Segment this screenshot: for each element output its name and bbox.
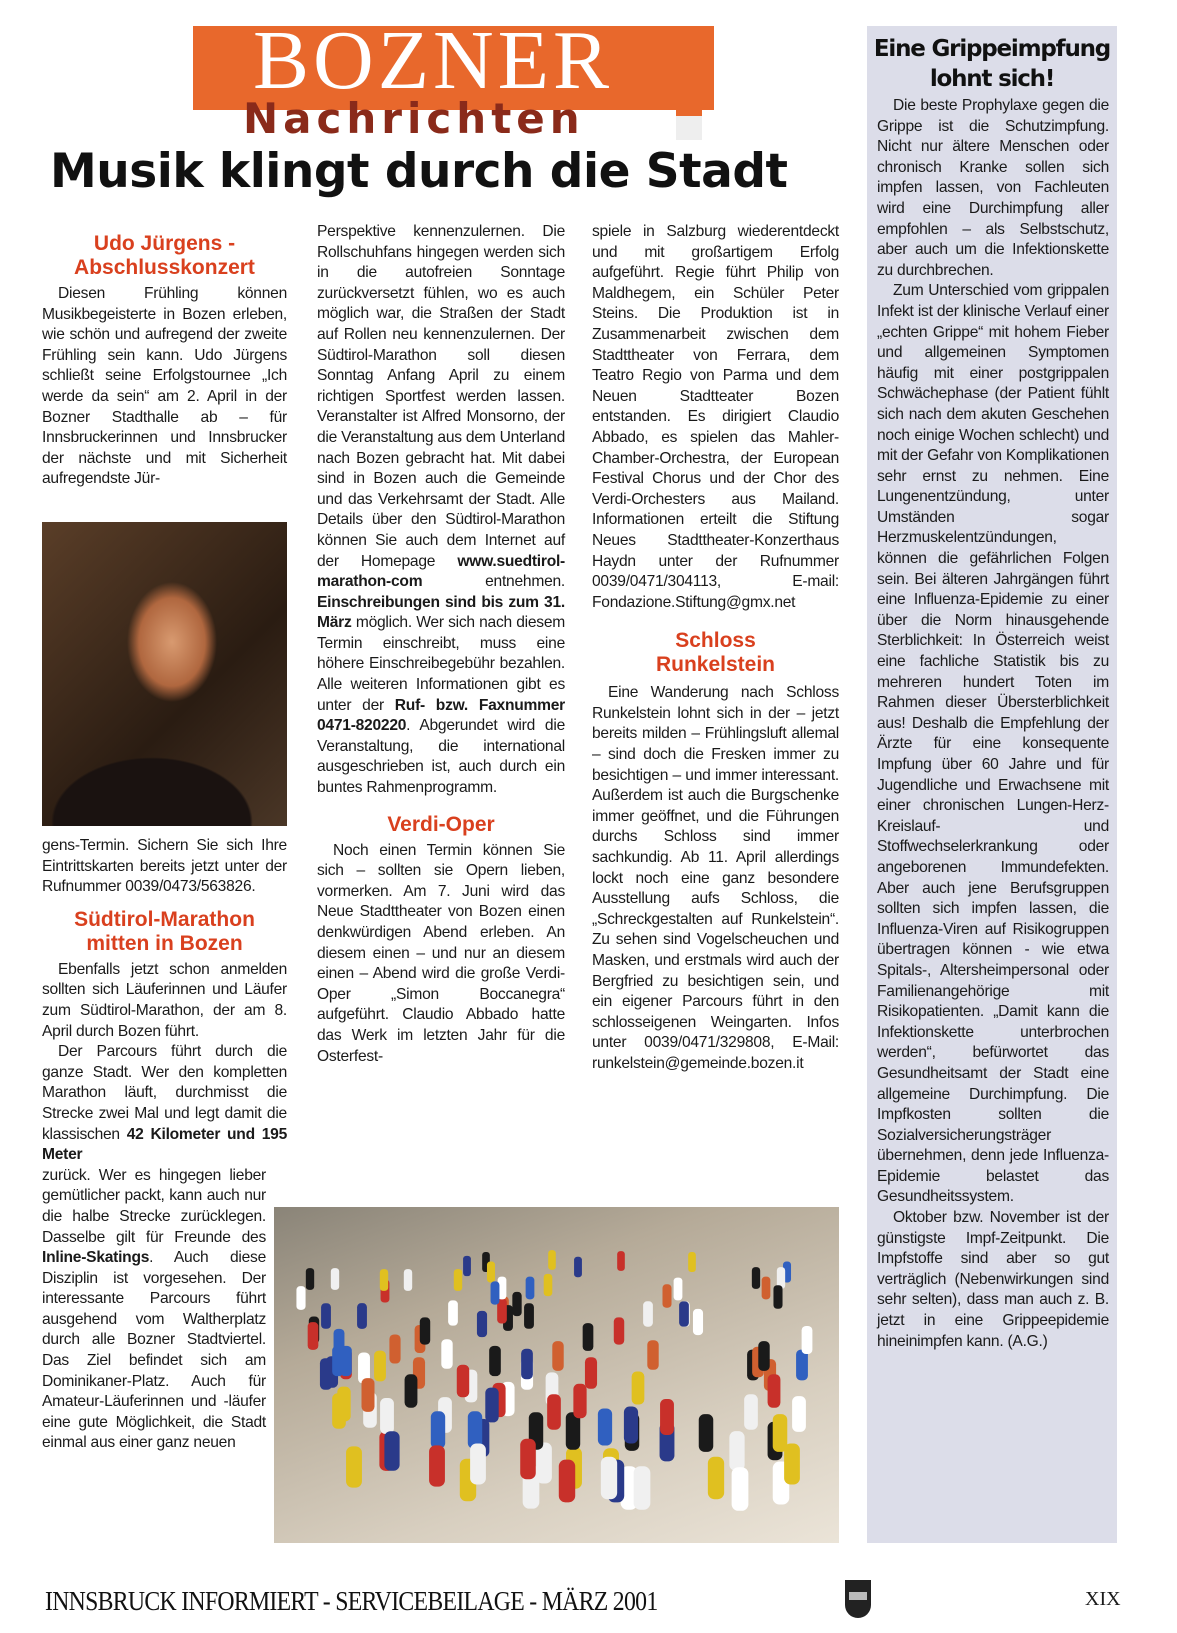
runner-figure [308,1322,319,1350]
paragraph [42,284,287,490]
runner-figure [583,1323,594,1351]
paragraph [877,281,1109,1208]
text-run: Der Parcours führt durch die ganze Stadt. Wer den kompletten Marathon läuft, durchmisst die Strecke zwei Mal und legt damit die klassischen [42,1043,287,1143]
runner-figure [330,1268,338,1290]
bold-text: 42 Kilometer und 195 Meter [42,1125,288,1164]
article-heading: Verdi-Oper [387,812,495,836]
footer-publication: INNSBRUCK INFORMIERT - SERVICEBEILAGE - MÄRZ 2001 [45,1586,658,1616]
text-run: Perspektive kennenzulernen. Die Rollschuhfans hingegen werden sich in die autofreien Sonntage zurückversetzt fühlen, wo es auch möglich war, die Straßen der Stadt auf Rollen neu kennenzulernen. Der Südtirol-Marathon soll diesen Sonntag Anfang April zu einem richtigen Sportfest werden lassen. Veranstalter ist Alfred Monsorno, der die Veranstaltung aus dem Unterland nach Bozen gebracht hat. Mit dabei sind in Bozen auch die Gemeinde und das Verkehrsamt der Stadt. Alle Details über den Südtirol-Marathon können Sie auch dem Internet auf der Homepage [317,223,565,570]
text-run: Die beste Prophylaxe gegen die Grippe ist die Schutzimpfung. Nicht nur ältere Menschen oder chronisch Kranke sollen sich impfen lassen, von Fachleuten wird eine Durchimpfung aller empfohlen – als Selbstschutz, aber auch um die Infektionskette zu durchbrechen. [877,97,1109,279]
runner-figure [548,1394,562,1430]
runner-figure [574,1256,582,1276]
text-run: Oktober bzw. November ist der günstigste Impf-Zeitpunkt. Die Impfstoffe sind aber so gut verträglich (Nebenwirkungen sind sehr selten), dass man auch z. B. jetzt in eine Grippeepidemie hineinimpfen kann. (A.G.) [877,1209,1109,1350]
paragraph [877,96,1109,281]
paragraph [592,222,839,613]
runner-figure [660,1399,674,1435]
runner-figure [430,1411,444,1448]
runner-figure [744,1394,758,1430]
runner-figure [758,1341,769,1371]
runner-figure [441,1340,452,1370]
text-run: spiele in Salzburg wiederentdeckt und mit großartigem Erfolg aufgeführt. Regie führt Philip von Maldhegem, ein Schüler Peter Steins. Die Produktion ist in Zusammenarbeit zwischen dem Stadttheater von Ferrara, dem Teatro Regio von Parma und dem Neuen Stadtteater Bozen entstanden. Es dirigiert Claudio Abbado, es spielen das Mahler-Chamber-Orchestra, der European Festival Chorus und der Chor des Verdi-Orchesters aus Mailand. Informationen erteilt die Stiftung Neues Stadttheater-Konzerthaus Haydn unter der Rufnummer 0039/0471/304113, E-mail: Fondazione.Stiftung@gmx.net [592,223,839,611]
runner-figure [374,1351,386,1382]
runner-figure [549,1250,557,1270]
runner-figure [632,1371,645,1404]
runner-figure [802,1326,813,1354]
page-number: XIX [1085,1588,1121,1610]
runner-figure [389,1335,400,1364]
runner-figure [358,1304,368,1330]
runner-figure [457,1365,469,1397]
runner-figure [526,1276,535,1299]
flag-icon [676,100,702,140]
runner-figure [732,1467,749,1511]
paragraph [877,1208,1109,1352]
runner-figure [601,1457,617,1499]
runner-figure [487,1261,495,1282]
runner-figure [693,1309,703,1335]
runner-figure [405,1374,418,1407]
runner-figure [485,1388,498,1423]
masthead-nachrichten: Nachrichten [243,94,585,143]
bold-text: www.suedtirol-marathon-com [317,552,565,591]
text-run: gens-Termin. Sichern Sie sich Ihre Eintrittskarten bereits jetzt unter der Rufnummer 0039/0473/563826. [42,837,287,896]
paragraph [42,1042,287,1166]
text-run: Zum Unterschied vom grippalen Infekt ist der klinische Verlauf einer „echten Grippe“ mit hohem Fieber und allgemeinen Symptomen häufig mit einer postgrippalen Schwächephase (der Patient fühlt sich nach dem akuten Geschehen noch einige Wochen schlecht) und mit der Gefahr von Komplikationen sehr ernst zu nehmen. Eine Lungenentzündung, unter Umständen sogar Herzmuskelentzündungen, können die gefährlichen Folgen sein. Bei älteren Jahrgängen führt eine Influenza-Epidemie zu einer über die Norm hinausgehende Sterblichkeit: In Österreich weist eine fachliche Statistik bis zu mehreren hundert Toten im Rahmen dieser Übersterblichkeit aus! Deshalb die Empfehlung der Ärzte für eine konsequente Impfung über 60 Jahre und für Jugendliche und Erwachsene mit einer chronischen Lungen-Herz-Kreislauf- und Stoffwechselerkrankung oder angeborenen Immundefekten. Aber auch jene Berufsgruppen sollten sich impfen lassen, die Influenza-Viren auf Risikogruppen übertragen können - wie etwa Spitals-, Altersheimpersonal oder Familienangehörige mit Risikopatienten. „Damit kann die Infektionskette unterbrochen werden“, befürwortet das Gesundheitsamt der Stadt eine allgemeine Durchimpfung. Die Impfkosten sollten die Sozialversicherungsträger übernehmen, denn jede Influenza-Epidemie belastet das Gesundheitssystem. [877,282,1109,1206]
article-column-2 [317,222,565,1067]
article-heading: Schloss Runkelstein [655,629,776,677]
runner-figure [679,1301,689,1326]
paragraph [592,683,839,1074]
sidebar-flu-vaccination [867,26,1117,1543]
runner-figure [477,1310,487,1336]
text-run: entnehmen. [422,573,565,591]
runner-figure [688,1252,696,1272]
runner-figure [463,1255,471,1275]
runner-figure [585,1357,597,1388]
marathon-runners-photo [274,1207,839,1543]
runner-figure [404,1269,412,1291]
article-udo-juergens [42,232,287,490]
runner-figure [762,1276,771,1299]
runner-figure [543,1274,552,1296]
bold-text: Inline-Skatings [42,1249,150,1267]
runner-figure [522,1348,534,1379]
runner-figure [673,1278,682,1301]
runner-figure [552,1341,563,1371]
runner-figure [489,1346,501,1376]
runner-figure [558,1459,574,1502]
runner-figure [470,1444,486,1485]
runner-figure [332,1346,344,1376]
runner-figure [448,1300,458,1325]
runner-figure [454,1269,462,1291]
runner-figure [491,1281,500,1304]
runner-figure [792,1396,806,1432]
runner-figure [647,1340,658,1370]
paragraph [317,841,565,1068]
paragraph [42,960,287,1042]
text-run: Ebenfalls jetzt schon anmelden sollten sich Läuferinnen und Läufer zum Südtirol-Marathon, der am 8. April durch Bozen führt. [42,960,287,1040]
masthead-bozner: BOZNER [253,26,613,107]
page-headline: Musik klingt durch die Stadt [50,144,788,199]
innsbruck-crest-icon [845,1580,871,1618]
runner-figure [752,1267,760,1289]
runner-figure [617,1251,625,1271]
text-run: Diesen Frühling können Musikbegeisterte in Bozen erleben, wie schön und aufregend der zweite Frühling sein kann. Udo Jürgens schließt seine Erfolgstournee „Ich werde da sein“ am 2. April in der Bozner Stadthalle ab – für Innsbruckerinnen und Innsbrucker der nächste und mit Sicherheit aufregendste Jür- [42,285,287,488]
paragraph [42,1166,266,1454]
runner-figure [633,1466,650,1509]
runner-figure [380,1398,394,1434]
runner-figure [380,1269,388,1291]
runner-figure [624,1406,638,1443]
runner-figure [337,1386,350,1421]
article-heading: Udo Jürgens - Abschlusskonzert [74,232,255,279]
runner-figure [598,1408,612,1445]
runner-figure [512,1291,521,1315]
runner-figure [614,1318,624,1345]
bold-text: Einschreibungen sind bis zum 31. März [317,593,565,632]
bold-text: Ruf- bzw. Faxnummer 0471-820220 [317,696,565,735]
udo-juergens-photo [42,522,287,826]
runner-figure [699,1414,714,1452]
runner-figure [361,1378,374,1412]
article-column-3 [592,222,839,1075]
runner-figure [573,1384,586,1418]
runner-figure [773,1285,782,1309]
article-heading: Südtirol-Marathon mitten in Bozen [74,907,255,955]
runner-figure [768,1374,781,1407]
runner-figure [306,1268,314,1290]
runner-figure [296,1287,305,1311]
runner-figure [521,1438,537,1478]
runner-figure [772,1414,787,1452]
text-run: . Auch diese Disziplin ist vorgesehen. Der interessante Parcours führt ausgehend vom Waltherplatz durch alle Bozner Stadtviertel. Das Ziel befindet sich am Dominikaner-Platz. Auch für Amateur-Läuferinnen und -läufer eine gute Möglichkeit, die Stadt einmal aus einer ganz neuen [42,1249,266,1452]
text-run: . Abgerundet wird die Veranstaltung, die international ausgeschrieben ist, auch durch ein buntes Rahmenprogramm. [317,717,565,797]
runner-figure [384,1431,399,1471]
text-run: zurück. Wer es hingegen lieber gemütlicher packt, kann auch nur die halbe Strecke zurücklegen. Dasselbe gilt für Freunde des [42,1166,266,1246]
runner-figure [708,1456,724,1498]
runner-figure [346,1446,362,1487]
sidebar-heading: Eine Grippeimpfung lohnt sich! [873,36,1111,92]
runner-figure [420,1317,430,1344]
runner-figure [429,1446,445,1487]
runner-figure [321,1303,331,1329]
runner-figure [662,1284,671,1307]
text-run: Eine Wanderung nach Schloss Runkelstein lohnt sich in der – jetzt bereits milden – Frühlingsluft allemal – sind doch die Fresken immer zu besichtigen – und immer interessant. Außerdem ist auch die Burgschenke immer geöffnet, und die Führungen durchs Schloss sind immer sachkundig. Ab 11. April allerdings lockt noch eine ganz besondere Ausstellung aufs Schloss, die „Schreckgestalten auf Runkelstein“. Zu sehen sind Vogelscheuchen und Masken, und erstmals wird auch der Bergfried zu besichtigen sein, und ein eigener Parcours führt in den schlosseigenen Weingarten. Infos unter 0039/0471/329808, E-Mail: runkelstein@gemeinde.bozen.it [592,684,839,1072]
runner-figure [525,1303,535,1329]
runner-figure [730,1431,745,1471]
paragraph [317,222,565,799]
text-run: möglich. Wer sich nach diesem Termin einschreibt, muss eine höhere Einschreibegebühr bezahlen. Alle weiteren Informationen gibt es unter der [317,614,565,714]
text-run: Noch einen Termin können Sie sich – sollten sie Opern lieben, vormerken. Am 7. Juni wird das Neue Stadttheater von Bozen einen denkwürdigen Abend erleben. An diesem einen – und nur an diesem einen – Abend wird die große Verdi-Oper „Simon Boccanegra“ aufgeführt. Claudio Abbado hatte das Werk im letzten Jahr für die Osterfest- [317,841,565,1065]
article-continued-col1 [42,836,287,1454]
runner-figure [644,1301,654,1326]
runner-figure [784,1443,800,1484]
paragraph [42,836,287,898]
runner-figure [796,1350,808,1381]
article-marathon-continued [42,1166,266,1454]
